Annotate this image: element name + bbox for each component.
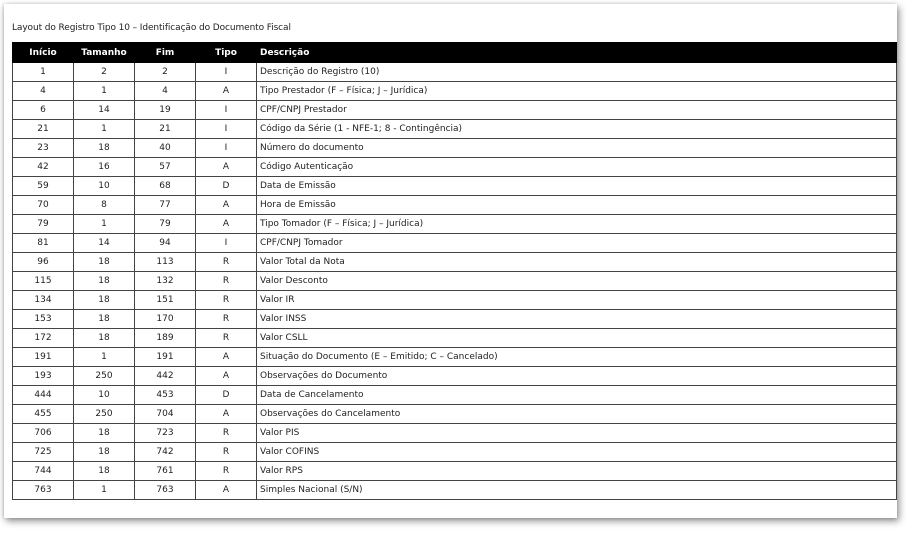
cell-tamanho: 18 (74, 443, 135, 462)
cell-tipo: A (196, 215, 257, 234)
cell-fim: 763 (135, 481, 196, 500)
cell-inicio: 444 (13, 386, 74, 405)
header-tipo: Tipo (196, 43, 257, 63)
table-row (13, 139, 897, 158)
cell-descricao: Data de Emissão (257, 177, 897, 196)
cell-inicio: 115 (13, 272, 74, 291)
cell-inicio: 42 (13, 158, 74, 177)
cell-fim: 151 (135, 291, 196, 310)
cell-tamanho: 14 (74, 101, 135, 120)
cell-tamanho: 250 (74, 405, 135, 424)
cell-descricao: Valor IR (257, 291, 897, 310)
table-row (13, 405, 897, 424)
cell-descricao: Simples Nacional (S/N) (257, 481, 897, 500)
cell-inicio: 4 (13, 82, 74, 101)
table-row (13, 367, 897, 386)
cell-inicio: 6 (13, 101, 74, 120)
table-row (13, 234, 897, 253)
table-row (13, 101, 897, 120)
cell-tamanho: 2 (74, 63, 135, 82)
cell-fim: 4 (135, 82, 196, 101)
table-body (13, 63, 897, 500)
table-row (13, 386, 897, 405)
cell-descricao: Valor CSLL (257, 329, 897, 348)
table-row (13, 348, 897, 367)
cell-fim: 189 (135, 329, 196, 348)
cell-descricao: CPF/CNPJ Prestador (257, 101, 897, 120)
cell-inicio: 70 (13, 196, 74, 215)
cell-fim: 77 (135, 196, 196, 215)
cell-tamanho: 250 (74, 367, 135, 386)
table-row (13, 82, 897, 101)
cell-tipo: A (196, 481, 257, 500)
cell-tipo: I (196, 101, 257, 120)
cell-tipo: A (196, 158, 257, 177)
cell-inicio: 96 (13, 253, 74, 272)
table-row (13, 462, 897, 481)
cell-tamanho: 18 (74, 462, 135, 481)
table-row (13, 291, 897, 310)
cell-inicio: 81 (13, 234, 74, 253)
header-inicio: Início (13, 43, 74, 63)
cell-tamanho: 10 (74, 177, 135, 196)
cell-inicio: 1 (13, 63, 74, 82)
table-row (13, 329, 897, 348)
cell-inicio: 763 (13, 481, 74, 500)
cell-tipo: R (196, 424, 257, 443)
cell-tipo: D (196, 177, 257, 196)
header-descricao: Descrição (257, 43, 897, 63)
cell-tamanho: 1 (74, 82, 135, 101)
cell-descricao: Situação do Documento (E – Emitido; C – Cancelado) (257, 348, 897, 367)
cell-fim: 742 (135, 443, 196, 462)
cell-descricao: Valor Total da Nota (257, 253, 897, 272)
cell-inicio: 193 (13, 367, 74, 386)
cell-tipo: D (196, 386, 257, 405)
cell-fim: 68 (135, 177, 196, 196)
table-caption: Layout do Registro Tipo 10 – Identificação do Documento Fiscal (12, 23, 291, 33)
cell-inicio: 172 (13, 329, 74, 348)
cell-tipo: R (196, 272, 257, 291)
cell-fim: 21 (135, 120, 196, 139)
record-layout-table (12, 42, 897, 500)
cell-tamanho: 18 (74, 272, 135, 291)
cell-fim: 723 (135, 424, 196, 443)
cell-descricao: Observações do Documento (257, 367, 897, 386)
table-row (13, 481, 897, 500)
cell-fim: 704 (135, 405, 196, 424)
cell-inicio: 706 (13, 424, 74, 443)
cell-fim: 79 (135, 215, 196, 234)
cell-tipo: I (196, 120, 257, 139)
cell-inicio: 153 (13, 310, 74, 329)
table-row (13, 272, 897, 291)
cell-descricao: Tipo Tomador (F – Física; J – Jurídica) (257, 215, 897, 234)
cell-descricao: Tipo Prestador (F – Física; J – Jurídica) (257, 82, 897, 101)
cell-fim: 453 (135, 386, 196, 405)
cell-tipo: R (196, 462, 257, 481)
cell-tipo: R (196, 291, 257, 310)
cell-inicio: 455 (13, 405, 74, 424)
cell-inicio: 79 (13, 215, 74, 234)
cell-tipo: R (196, 253, 257, 272)
table-row (13, 443, 897, 462)
header-fim: Fim (135, 43, 196, 63)
cell-fim: 191 (135, 348, 196, 367)
cell-tamanho: 14 (74, 234, 135, 253)
cell-fim: 170 (135, 310, 196, 329)
cell-tipo: A (196, 196, 257, 215)
cell-descricao: Valor COFINS (257, 443, 897, 462)
table-row (13, 63, 897, 82)
table-row (13, 120, 897, 139)
cell-tamanho: 10 (74, 386, 135, 405)
cell-descricao: Data de Cancelamento (257, 386, 897, 405)
cell-tipo: R (196, 310, 257, 329)
cell-fim: 57 (135, 158, 196, 177)
cell-tipo: I (196, 234, 257, 253)
table-row (13, 215, 897, 234)
cell-tipo: R (196, 329, 257, 348)
cell-fim: 94 (135, 234, 196, 253)
cell-descricao: Código da Série (1 - NFE-1; 8 - Contingência) (257, 120, 897, 139)
cell-fim: 40 (135, 139, 196, 158)
header-tamanho: Tamanho (74, 43, 135, 63)
cell-tipo: I (196, 63, 257, 82)
table-row (13, 177, 897, 196)
cell-tamanho: 1 (74, 348, 135, 367)
cell-descricao: Valor RPS (257, 462, 897, 481)
cell-tipo: A (196, 348, 257, 367)
cell-fim: 761 (135, 462, 196, 481)
cell-fim: 19 (135, 101, 196, 120)
cell-tamanho: 1 (74, 215, 135, 234)
table-header-row (13, 43, 897, 63)
cell-descricao: Descrição do Registro (10) (257, 63, 897, 82)
cell-tamanho: 16 (74, 158, 135, 177)
cell-descricao: Observações do Cancelamento (257, 405, 897, 424)
table-row (13, 158, 897, 177)
cell-tamanho: 1 (74, 120, 135, 139)
cell-fim: 2 (135, 63, 196, 82)
cell-fim: 132 (135, 272, 196, 291)
cell-tamanho: 18 (74, 291, 135, 310)
cell-tamanho: 8 (74, 196, 135, 215)
cell-inicio: 744 (13, 462, 74, 481)
table-row (13, 310, 897, 329)
cell-descricao: Hora de Emissão (257, 196, 897, 215)
document-frame (4, 4, 897, 518)
cell-tamanho: 18 (74, 310, 135, 329)
cell-fim: 442 (135, 367, 196, 386)
cell-tipo: R (196, 443, 257, 462)
cell-tamanho: 18 (74, 424, 135, 443)
cell-inicio: 725 (13, 443, 74, 462)
cell-inicio: 59 (13, 177, 74, 196)
cell-tamanho: 18 (74, 329, 135, 348)
cell-tipo: A (196, 82, 257, 101)
cell-fim: 113 (135, 253, 196, 272)
cell-tipo: I (196, 139, 257, 158)
cell-tamanho: 18 (74, 139, 135, 158)
cell-inicio: 134 (13, 291, 74, 310)
cell-descricao: CPF/CNPJ Tomador (257, 234, 897, 253)
cell-descricao: Código Autenticação (257, 158, 897, 177)
table-row (13, 424, 897, 443)
cell-tipo: A (196, 367, 257, 386)
cell-inicio: 191 (13, 348, 74, 367)
cell-inicio: 23 (13, 139, 74, 158)
cell-tamanho: 18 (74, 253, 135, 272)
cell-descricao: Valor INSS (257, 310, 897, 329)
table-row (13, 253, 897, 272)
cell-inicio: 21 (13, 120, 74, 139)
cell-descricao: Valor Desconto (257, 272, 897, 291)
cell-tipo: A (196, 405, 257, 424)
cell-tamanho: 1 (74, 481, 135, 500)
table-row (13, 196, 897, 215)
cell-descricao: Valor PIS (257, 424, 897, 443)
cell-descricao: Número do documento (257, 139, 897, 158)
